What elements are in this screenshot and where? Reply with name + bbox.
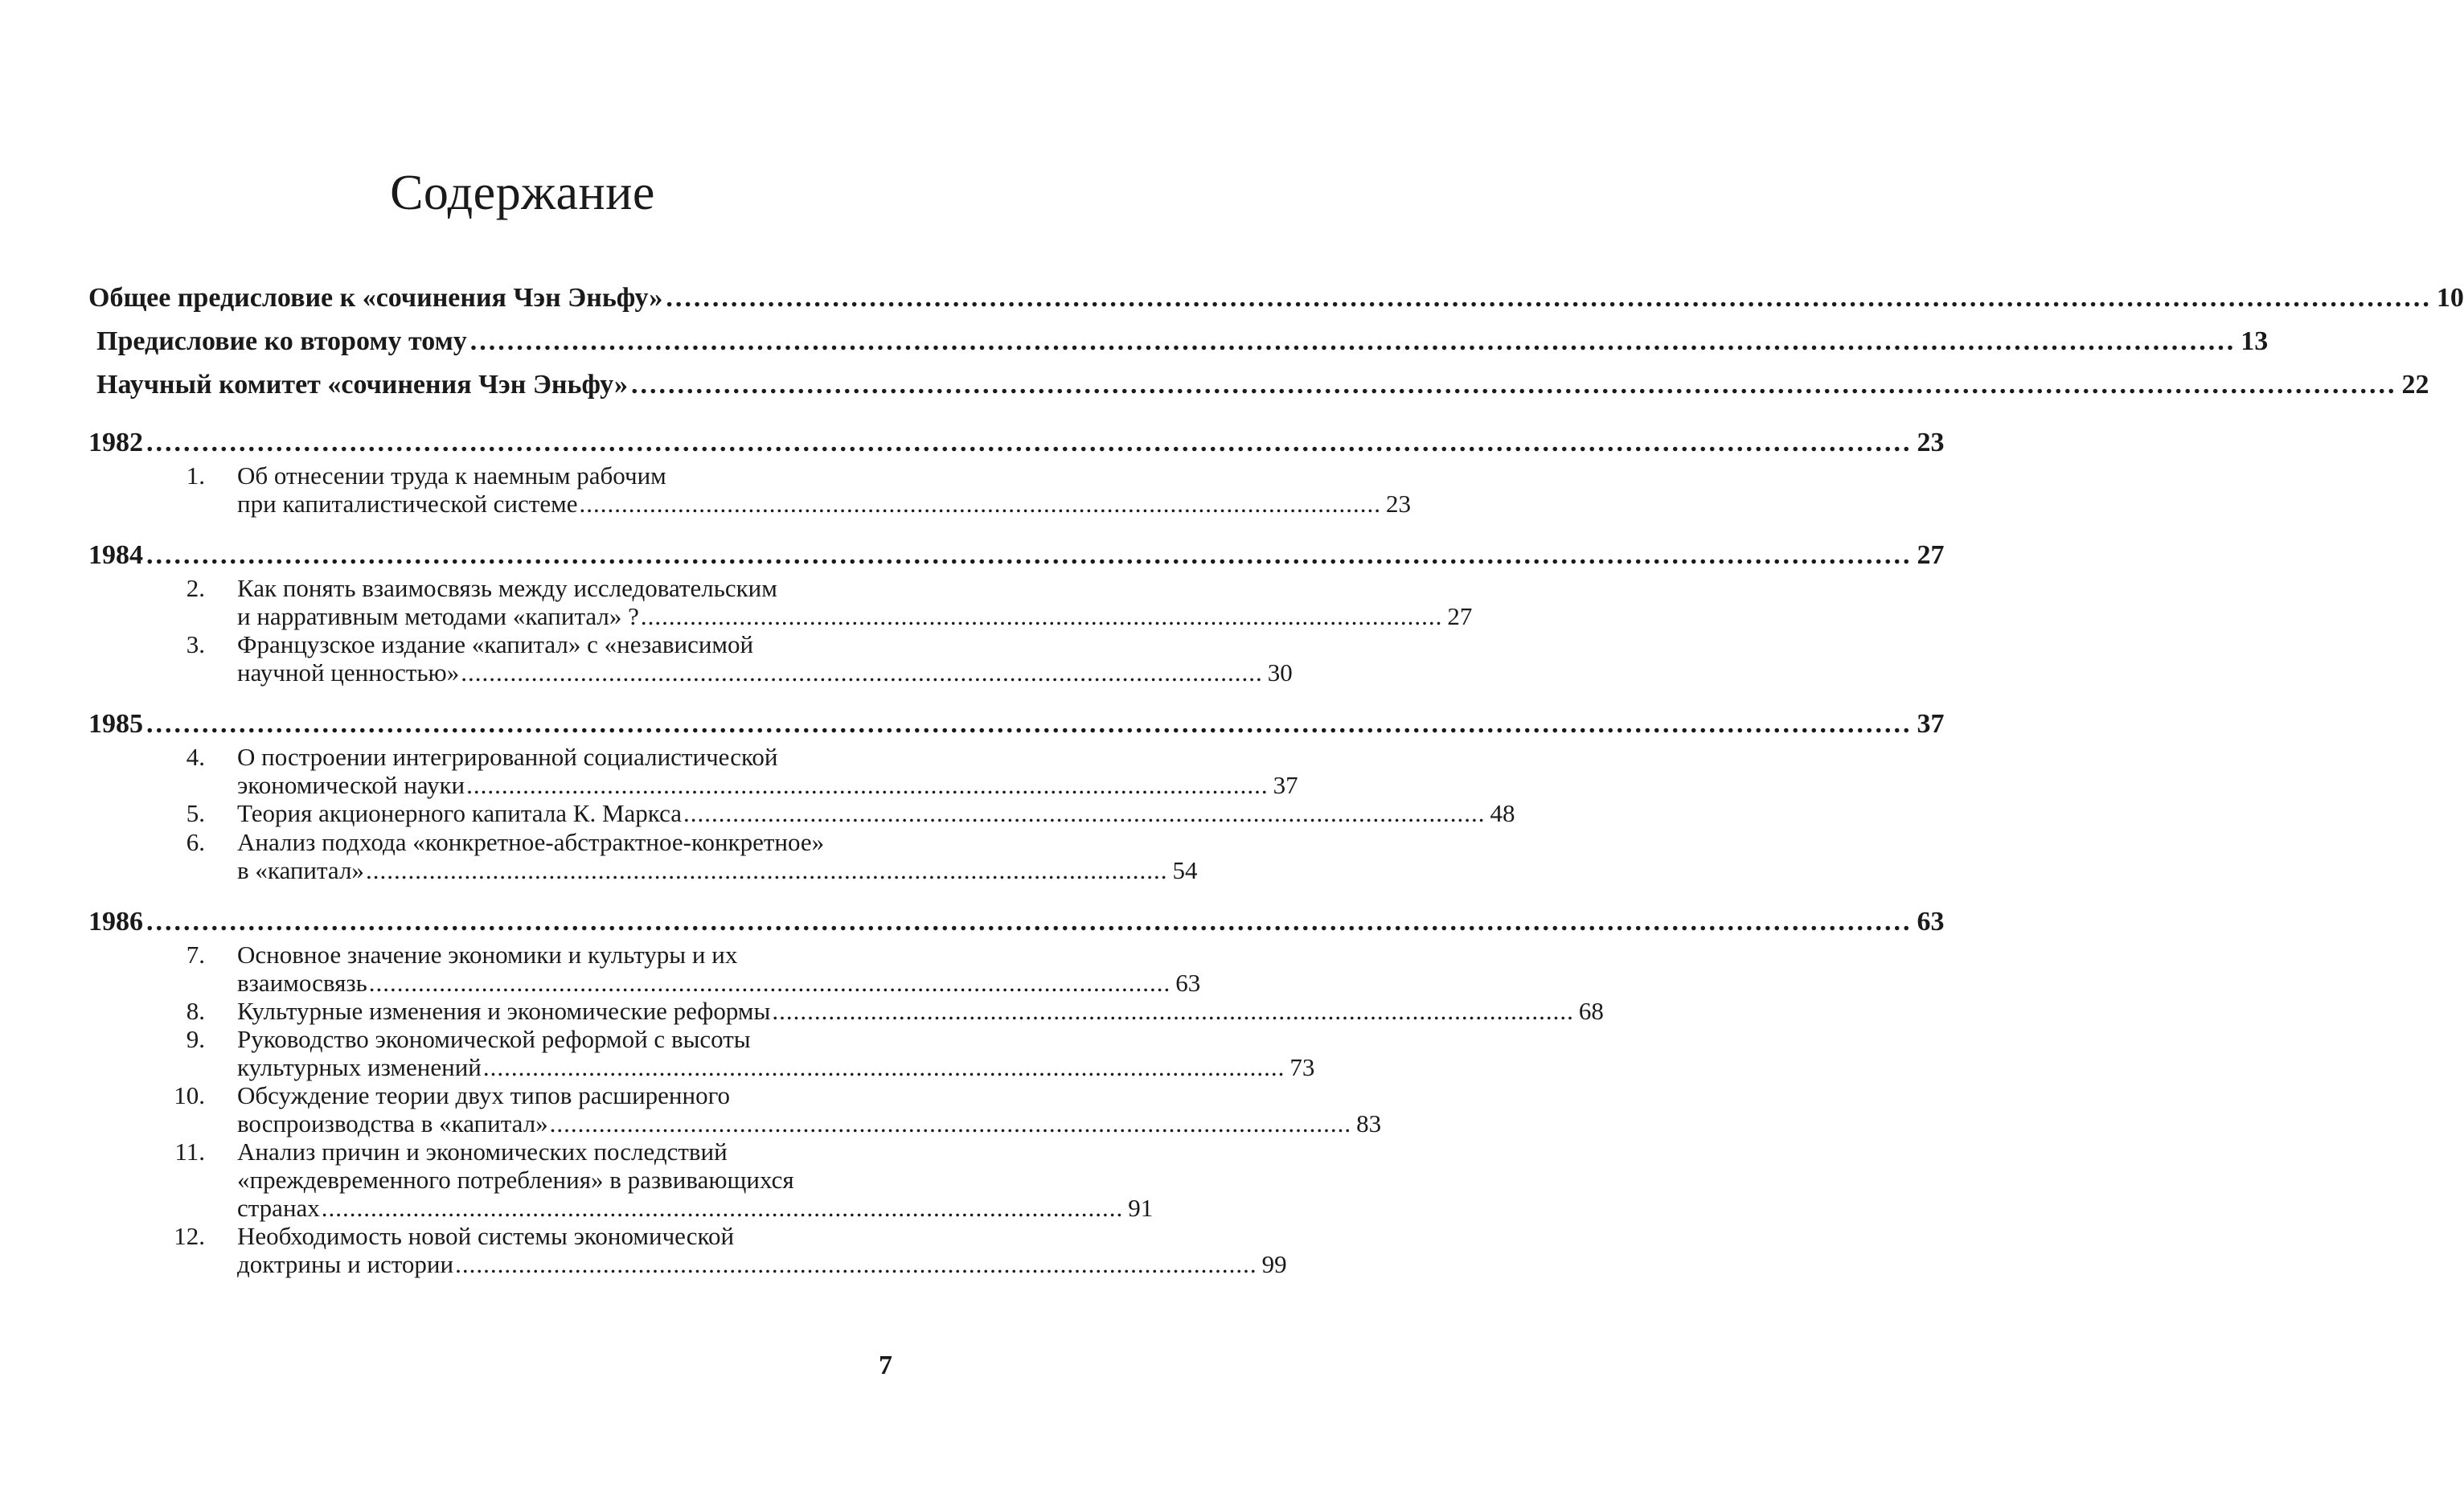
section-page: 37 xyxy=(1917,709,1945,739)
article-title-line: Анализ причин и экономических последствий xyxy=(237,1138,728,1166)
article-page: 23 xyxy=(1385,490,1411,518)
dot-leader xyxy=(146,709,1913,740)
article-number: 10. xyxy=(174,1081,205,1109)
article-title-line: экономической науки xyxy=(237,771,465,799)
toc-entry-general-preface[interactable] xyxy=(88,283,2464,314)
article-title-line: странах xyxy=(237,1194,320,1222)
article-page: 54 xyxy=(1172,856,1198,884)
toc-section-1982[interactable] xyxy=(88,428,1945,458)
dot-leader: .................................................................................................................. xyxy=(461,658,1263,687)
dot-leader: .................................................................................................................. xyxy=(482,1053,1285,1081)
article-page: 83 xyxy=(1356,1109,1382,1138)
section-page: 23 xyxy=(1917,428,1945,457)
dot-leader xyxy=(631,370,2397,400)
article-title-line: взаимосвязь xyxy=(237,969,367,997)
article-title-line: и нарративным методами «капитал» ? xyxy=(237,602,639,630)
dot-leader xyxy=(666,283,2432,314)
article-page: 30 xyxy=(1267,658,1293,687)
article-page: 99 xyxy=(1261,1250,1287,1278)
dot-leader xyxy=(146,428,1913,458)
article-title-line: Руководство экономической реформой с высоты xyxy=(237,1025,751,1053)
dot-leader: .................................................................................................................. xyxy=(321,1194,1124,1222)
toc-entry-label: Предисловие ко второму тому xyxy=(96,326,467,356)
article-number: 5. xyxy=(186,799,205,827)
toc-entry-label: Общее предисловие к «сочинения Чэн Эньфу» xyxy=(88,283,663,313)
article-title-line: воспроизводства в «капитал» xyxy=(237,1109,548,1138)
dot-leader xyxy=(146,540,1913,571)
article-number: 7. xyxy=(186,941,205,969)
article-page: 73 xyxy=(1289,1053,1315,1081)
toc-section-1986[interactable] xyxy=(88,907,1945,937)
article-title-line: Культурные изменения и экономические реформы xyxy=(237,997,771,1025)
article-title-line: Анализ подхода «конкретное-абстрактное-конкретное» xyxy=(237,828,825,856)
toc-entry-page: 22 xyxy=(2401,370,2429,400)
article-title-line: Обсуждение теории двух типов расширенного xyxy=(237,1081,731,1109)
section-page: 27 xyxy=(1917,540,1945,570)
dot-leader: .................................................................................................................. xyxy=(455,1250,1257,1278)
article-title-line: Французское издание «капитал» с «независимой xyxy=(237,630,754,658)
article-number: 11. xyxy=(174,1138,205,1166)
dot-leader: .................................................................................................................. xyxy=(466,771,1269,799)
toc-entry-page: 13 xyxy=(2241,326,2269,356)
dot-leader: .................................................................................................................. xyxy=(640,602,1443,630)
article-number: 1. xyxy=(186,461,205,490)
toc-entry-label: Научный комитет «сочинения Чэн Эньфу» xyxy=(96,370,628,400)
toc-entry-page: 10 xyxy=(2436,283,2464,313)
article-title-line: при капиталистической системе xyxy=(237,490,578,518)
article-title-line: Теория акционерного капитала К. Маркса xyxy=(237,799,682,827)
section-year: 1982 xyxy=(88,428,143,457)
dot-leader: .................................................................................................................. xyxy=(365,856,1168,884)
article-number: 12. xyxy=(174,1222,205,1250)
article-title-line: «преждевременного потребления» в развивающихся xyxy=(237,1166,794,1194)
article-title-line: доктрины и истории xyxy=(237,1250,454,1278)
article-title-line: Об отнесении труда к наемным рабочим xyxy=(237,461,666,490)
article-page: 91 xyxy=(1128,1194,1154,1222)
article-page: 27 xyxy=(1447,602,1473,630)
dot-leader: .................................................................................................................. xyxy=(683,799,1486,827)
article-number: 4. xyxy=(186,743,205,771)
article-page: 63 xyxy=(1175,969,1201,997)
article-number: 6. xyxy=(186,828,205,856)
article-title-line: Как понять взаимосвязь между исследовательским xyxy=(237,574,777,602)
section-year: 1984 xyxy=(88,540,143,570)
dot-leader: .................................................................................................................. xyxy=(579,490,1381,518)
article-number: 2. xyxy=(186,574,205,602)
dot-leader xyxy=(470,326,2236,357)
section-year: 1986 xyxy=(88,907,143,937)
dot-leader: .................................................................................................................. xyxy=(368,969,1171,997)
page-title: Содержание xyxy=(390,166,655,220)
article-title-line: О построении интегрированной социалистической xyxy=(237,743,778,771)
article-title-line: научной ценностью» xyxy=(237,658,460,687)
dot-leader xyxy=(146,907,1913,937)
dot-leader: .................................................................................................................. xyxy=(772,997,1574,1025)
article-title-line: Основное значение экономики и культуры и их xyxy=(237,941,738,969)
article-page: 68 xyxy=(1578,997,1604,1025)
toc-section-1984[interactable] xyxy=(88,540,1945,571)
article-number: 9. xyxy=(186,1025,205,1053)
page-number: 7 xyxy=(879,1351,892,1380)
article-number: 3. xyxy=(186,630,205,658)
article-page: 37 xyxy=(1273,771,1298,799)
article-number: 8. xyxy=(186,997,205,1025)
toc-section-1985[interactable] xyxy=(88,709,1945,740)
article-title-line: Необходимость новой системы экономической xyxy=(237,1222,735,1250)
dot-leader: .................................................................................................................. xyxy=(549,1109,1352,1138)
section-page: 63 xyxy=(1917,907,1945,937)
article-title-line: в «капитал» xyxy=(237,856,364,884)
article-title-line: культурных изменений xyxy=(237,1053,482,1081)
toc-entry-scientific-committee[interactable] xyxy=(96,370,2429,400)
article-page: 48 xyxy=(1490,799,1515,827)
toc-entry-preface-volume-two[interactable] xyxy=(96,326,2269,357)
section-year: 1985 xyxy=(88,709,143,739)
